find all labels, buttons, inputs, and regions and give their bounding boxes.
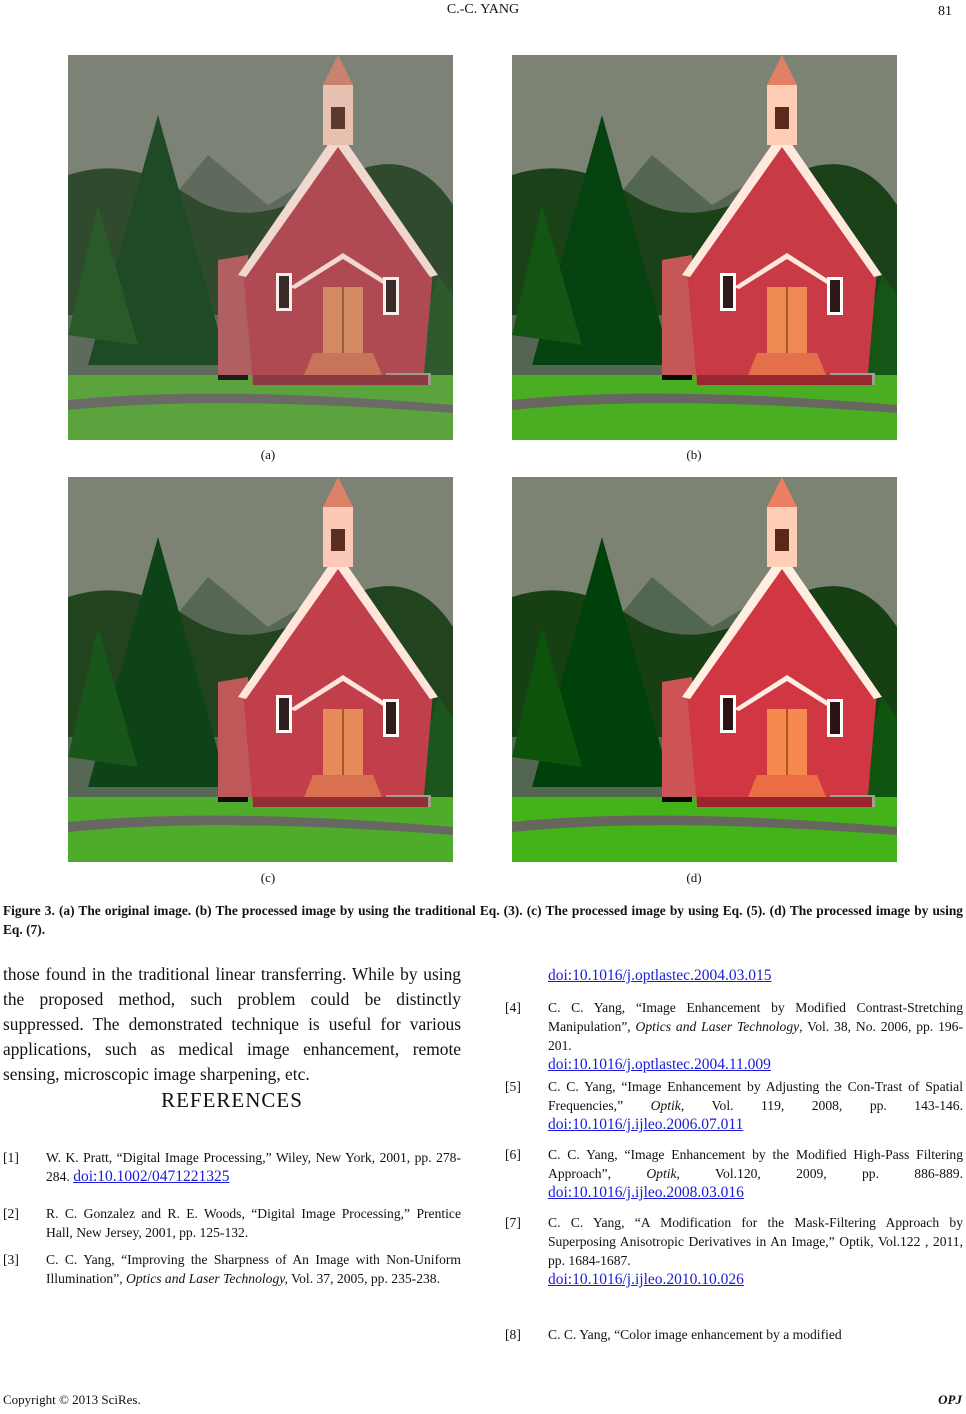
reference-item [505, 1077, 964, 1133]
reference-body: C. C. Yang, “Image Enhancement by Modified Contrast-Stretching Manipulation”, [548, 1000, 963, 1034]
figure-panel-b [512, 55, 897, 440]
reference-details: , Vol. 119, 2008, pp. 143-146. [680, 1098, 964, 1113]
reference-number: [6] [505, 1147, 521, 1162]
journal-name: Optik [646, 1166, 677, 1181]
church-photo-processed-eq3 [512, 55, 897, 440]
reference-item [505, 1213, 963, 1299]
reference-number: [2] [3, 1206, 19, 1221]
reference-details: , Vol. 38, No. 2006, pp. 196-201. [548, 1019, 963, 1053]
left-column-text [3, 962, 461, 1087]
reference-item [505, 1325, 963, 1347]
reference-number: [5] [505, 1079, 521, 1094]
reference-text: C. C. Yang, “Color image enhancement by a modified [548, 1327, 842, 1342]
church-photo-processed-eq7 [512, 477, 897, 862]
reference-continuation [505, 966, 963, 990]
church-photo-original [68, 55, 453, 440]
references-heading: REFERENCES [161, 1088, 303, 1112]
reference-body: C. C. Yang, “A Modification for the Mask-Filtering Approach by Superposing Anisotropic Derivatives in An Image,” Optik, Vol.122 , 2011, pp. 1684-1687. [548, 1215, 963, 1268]
reference-body: C. C. Yang, “Image Enhancement by Adjusting the Con-Trast of Spatial Frequencies,” [548, 1079, 963, 1113]
figure-panel-a [68, 55, 453, 440]
panel-label-b: (b) [686, 447, 702, 462]
doi-link[interactable]: doi:10.1016/j.ijleo.2010.10.026 [548, 1271, 744, 1288]
reference-item [3, 1250, 461, 1310]
reference-item [505, 998, 963, 1073]
figure-panel-c [68, 477, 453, 862]
reference-number: [3] [3, 1252, 19, 1267]
doi-link[interactable]: doi:10.1016/j.ijleo.2008.03.016 [548, 1184, 744, 1201]
footer-journal: OPJ [938, 1392, 962, 1407]
reference-details: Vol. 37, 2005, pp. 235-238. [287, 1271, 440, 1286]
panel-label-d: (d) [686, 870, 702, 885]
reference-item [505, 1145, 964, 1201]
doi-link[interactable]: doi:10.1016/j.optlastec.2004.03.015 [548, 967, 772, 984]
reference-number: [4] [505, 1000, 521, 1015]
journal-name: Optik [650, 1098, 681, 1113]
figure-panel-d [512, 477, 897, 862]
reference-body: W. K. Pratt, “Digital Image Processing,” Wiley, New York, 2001, pp. 278-284. [46, 1150, 461, 1184]
page-number: 81 [938, 4, 952, 19]
reference-text [46, 1148, 461, 1186]
panel-label-a: (a) [260, 447, 276, 462]
doi-link[interactable]: doi:10.1016/j.optlastec.2004.11.009 [548, 1056, 771, 1073]
panel-label-c: (c) [260, 870, 276, 885]
reference-text [46, 1250, 461, 1288]
reference-item [3, 1204, 461, 1244]
running-head: C.-C. YANG [446, 2, 520, 17]
reference-item [3, 1148, 461, 1198]
body-paragraph: those found in the traditional linear transferring. While by using the proposed method, such problem could be distinctly suppressed. The demonstrated technique is useful for various applications, such as medical image enhancement, remote sensing, microscopic image sharpening, etc. [3, 964, 461, 1084]
reference-text [548, 1077, 963, 1134]
reference-text [548, 1213, 963, 1289]
reference-text [548, 998, 963, 1074]
journal-name: Optics and Laser Technology [635, 1019, 800, 1034]
church-photo-processed-eq5 [68, 477, 453, 862]
reference-details: , Vol.120, 2009, pp. 886-889. [676, 1166, 964, 1181]
doi-link[interactable]: doi:10.1016/j.ijleo.2006.07.011 [548, 1116, 744, 1133]
journal-name: Optics and Laser Technology, [126, 1271, 288, 1286]
reference-body: C. C. Yang, “Improving the Sharpness of An Image with Non-Uniform Illumination”, [46, 1252, 461, 1286]
doi-link[interactable]: doi:10.1002/0471221325 [73, 1168, 230, 1185]
reference-number: [7] [505, 1215, 521, 1230]
figure-caption: Figure 3. (a) The original image. (b) The processed image by using the traditional Eq. (3). (c) The processed image by using Eq. (5). (d) The processed image by using Eq. (7). [3, 903, 963, 937]
footer-copyright: Copyright © 2013 SciRes. [3, 1392, 141, 1407]
reference-body: C. C. Yang, “Image Enhancement by the Modified High-Pass Filtering Approach”, [548, 1147, 963, 1181]
reference-number: [8] [505, 1327, 521, 1342]
reference-text [548, 1145, 963, 1202]
reference-number: [1] [3, 1150, 19, 1165]
reference-text: R. C. Gonzalez and R. E. Woods, “Digital Image Processing,” Prentice Hall, New Jersey, 2001, pp. 125-132. [46, 1206, 461, 1240]
